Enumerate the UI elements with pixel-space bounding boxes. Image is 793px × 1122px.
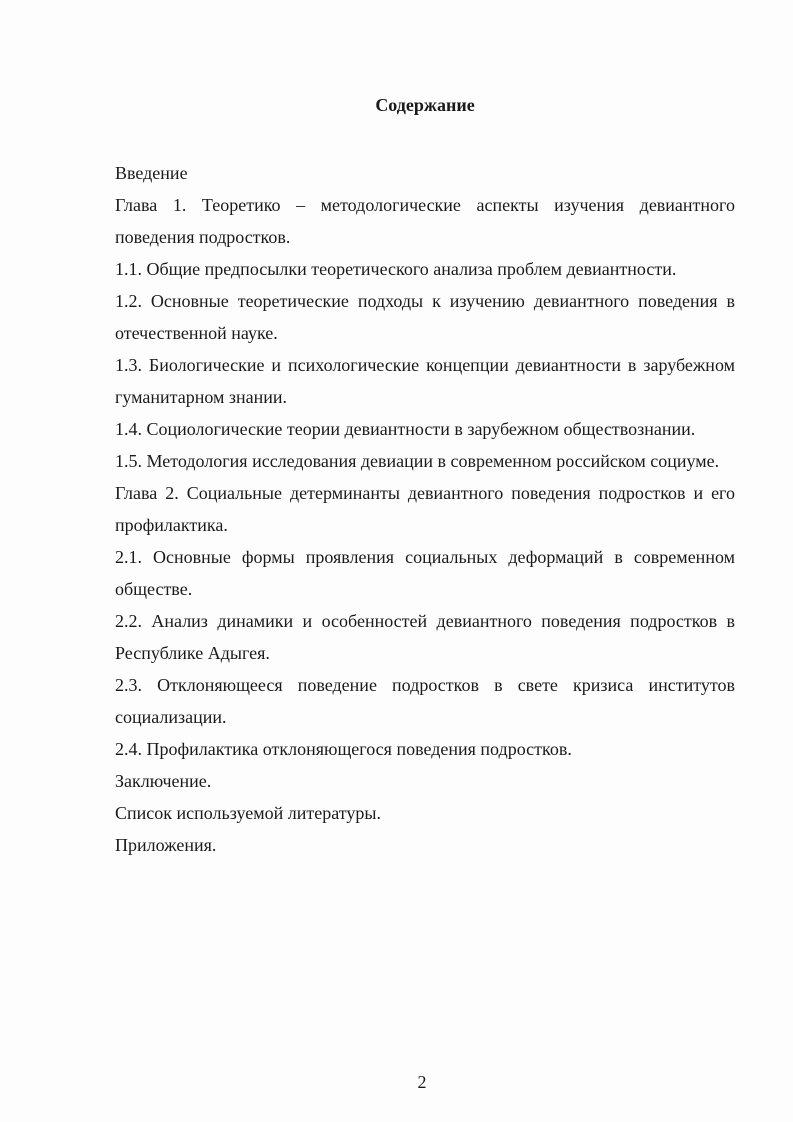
toc-entry-conclusion: Заключение. — [115, 771, 212, 791]
toc-entry-chapter-1: Глава 1. Теоретико – методологические аспекты изучения девиантного поведения подростков. — [115, 195, 735, 247]
toc-entry-bibliography: Список используемой литературы. — [115, 803, 381, 823]
toc-entry-1-4: 1.4. Социологические теории девиантности в зарубежном обществознании. — [115, 419, 696, 439]
toc-entry-appendices: Приложения. — [115, 835, 217, 855]
table-of-contents — [115, 157, 735, 861]
page-title: Содержание — [375, 95, 475, 115]
toc-entry-1-2: 1.2. Основные теоретические подходы к изучению девиантного поведения в отечественной науке. — [115, 291, 735, 343]
toc-entry-1-1: 1.1. Общие предпосылки теоретического анализа проблем девиантности. — [115, 259, 677, 279]
toc-entry-2-2: 2.2. Анализ динамики и особенностей девиантного поведения подростков в Республике Адыгея. — [115, 611, 735, 663]
page-number: 2 — [417, 1072, 427, 1092]
toc-entry-1-3: 1.3. Биологические и психологические концепции девиантности в зарубежном гуманитарном знании. — [115, 355, 735, 407]
toc-entry-chapter-2: Глава 2. Социальные детерминанты девиантного поведения подростков и его профилактика. — [115, 483, 735, 535]
toc-entry-2-1: 2.1. Основные формы проявления социальных деформаций в современном обществе. — [115, 547, 735, 599]
toc-entry-1-5: 1.5. Методология исследования девиации в современном российском социуме. — [115, 451, 720, 471]
toc-entry-2-4: 2.4. Профилактика отклоняющегося поведения подростков. — [115, 739, 572, 759]
toc-entry-introduction: Введение — [115, 163, 188, 183]
toc-entry-2-3: 2.3. Отклоняющееся поведение подростков в свете кризиса институтов социализации. — [115, 675, 735, 727]
